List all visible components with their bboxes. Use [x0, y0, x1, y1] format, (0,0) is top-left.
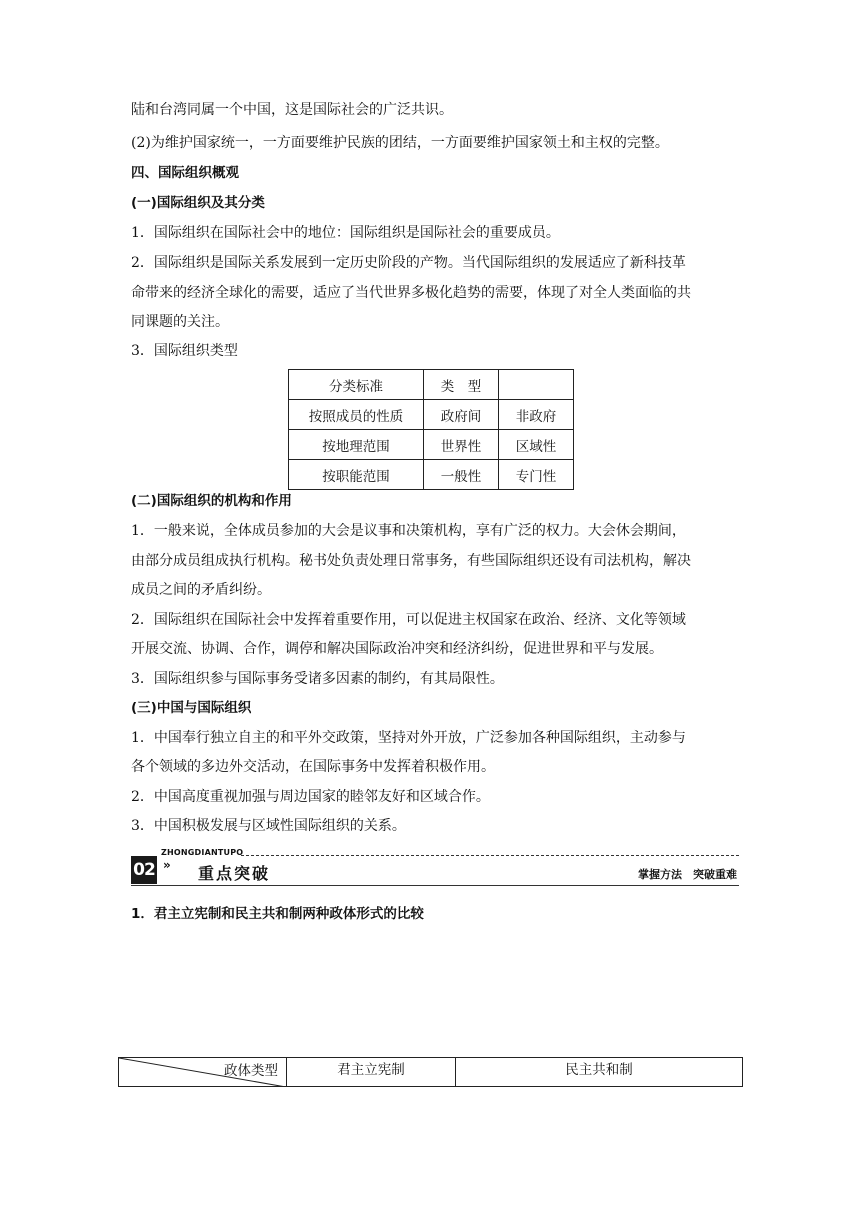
- table-cell: 按地理范围: [289, 430, 424, 460]
- table-row: [289, 430, 574, 460]
- table-cell: 按照成员的性质: [289, 400, 424, 430]
- table-header-cell: 类 型: [424, 370, 499, 400]
- banner-dashed-rule: [241, 855, 739, 856]
- table-cell: 专门性: [499, 460, 574, 490]
- section-heading: 四、国际组织概观: [131, 165, 239, 181]
- subsection-heading: (一)国际组织及其分类: [131, 195, 265, 211]
- text-line: 3．国际组织类型: [131, 343, 238, 359]
- table-cell: 世界性: [424, 430, 499, 460]
- subsection-heading: 1．君主立宪制和民主共和制两种政体形式的比较: [131, 906, 424, 922]
- subsection-heading: (三)中国与国际组织: [131, 700, 252, 716]
- text-line: 3．国际组织参与国际事务受诸多因素的制约，有其局限性。: [131, 671, 504, 687]
- table-cell: 非政府: [499, 400, 574, 430]
- table-header-cell: 分类标准: [289, 370, 424, 400]
- text-line: 1．国际组织在国际社会中的地位：国际组织是国际社会的重要成员。: [131, 225, 560, 241]
- section-number-badge: 02: [131, 856, 157, 884]
- table-header-row: [119, 1058, 743, 1087]
- text-line: 2．国际组织是国际关系发展到一定历史阶段的产物。当代国际组织的发展适应了新科技革: [131, 255, 686, 271]
- table-header-row: [289, 370, 574, 400]
- text-line: 命带来的经济全球化的需要，适应了当代世界多极化趋势的需要，体现了对全人类面临的共: [131, 285, 691, 301]
- table-cell: 一般性: [424, 460, 499, 490]
- text-line: 开展交流、协调、合作，调停和解决国际政治冲突和经济纠纷，促进世界和平与发展。: [131, 641, 663, 657]
- table-header-cell: [499, 370, 574, 400]
- banner-title: 重点突破: [198, 864, 271, 883]
- government-form-comparison-table: [118, 1057, 743, 1087]
- chevron-icon: »: [163, 858, 171, 872]
- table-row: [289, 460, 574, 490]
- text-line: 成员之间的矛盾纠纷。: [131, 582, 271, 598]
- banner-rule: [131, 885, 739, 886]
- table-header-cell: 君主立宪制: [287, 1058, 456, 1087]
- text-line: 3．中国积极发展与区域性国际组织的关系。: [131, 818, 406, 834]
- table-cell: 区域性: [499, 430, 574, 460]
- section-banner: [131, 848, 739, 886]
- diagonal-header-cell: [119, 1058, 287, 1087]
- text-line: 由部分成员组成执行机构。秘书处负责处理日常事务，有些国际组织还设有司法机构，解决: [131, 553, 691, 569]
- table-row: [289, 400, 574, 430]
- subsection-heading: (二)国际组织的机构和作用: [131, 493, 292, 509]
- text-line: 2．中国高度重视加强与周边国家的睦邻友好和区域合作。: [131, 789, 490, 805]
- text-line: 同课题的关注。: [131, 314, 229, 330]
- text-line: 各个领域的多边外交活动，在国际事务中发挥着积极作用。: [131, 759, 495, 775]
- text-line: 1．中国奉行独立自主的和平外交政策，坚持对外开放，广泛参加各种国际组织，主动参与: [131, 730, 686, 746]
- table-header-cell: 民主共和制: [456, 1058, 743, 1087]
- banner-subtitle: 掌握方法 突破重难: [638, 868, 737, 881]
- organization-type-table: [288, 369, 574, 490]
- text-line: 1．一般来说，全体成员参加的大会是议事和决策机构，享有广泛的权力。大会休会期间，: [131, 523, 686, 539]
- table-cell: 按职能范围: [289, 460, 424, 490]
- text-line: (2)为维护国家统一，一方面要维护民族的团结，一方面要维护国家领土和主权的完整。: [131, 135, 669, 151]
- text-line: 陆和台湾同属一个中国，这是国际社会的广泛共识。: [131, 102, 453, 118]
- table-cell: 政府间: [424, 400, 499, 430]
- text-line: 2．国际组织在国际社会中发挥着重要作用，可以促进主权国家在政治、经济、文化等领域: [131, 612, 686, 628]
- banner-pinyin: ZHONGDIANTUPO: [161, 848, 244, 857]
- corner-label: 政体类型: [224, 1063, 278, 1079]
